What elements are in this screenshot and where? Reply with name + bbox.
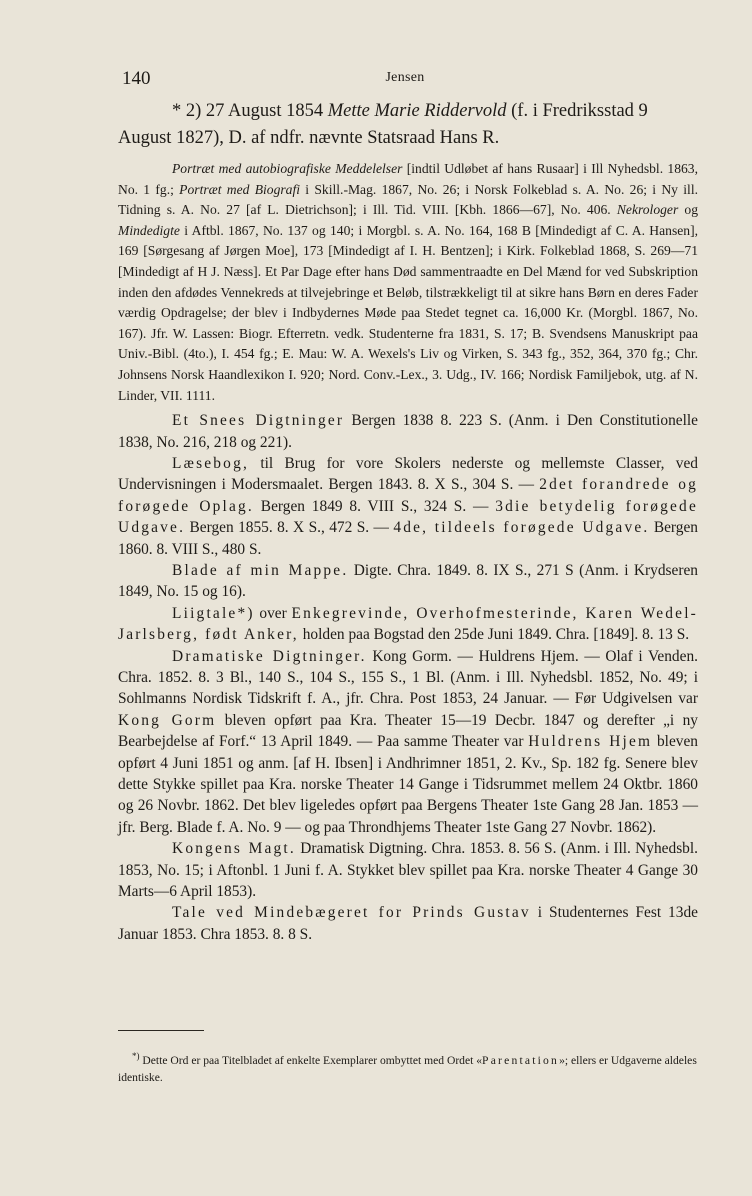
work-details: holden paa Bogstad den 25de Juni 1849. Chra. [1849]. 8. 13 S. bbox=[298, 626, 690, 644]
bio-text-3: og bbox=[678, 202, 698, 218]
work-details: Bergen 1838 8. 223 S. (Anm. i Den Constitutionelle 1838, No. 216, 218 og 221). bbox=[118, 412, 699, 451]
work-title: Et Snees Digtninger bbox=[172, 412, 345, 430]
ref-portrait-autobio: Portræt med autobiografiske Meddelelser bbox=[172, 161, 403, 176]
work-details: Dramatisk Digtning. Chra. 1853. 8. 56 S. (Anm. i Ill. Nyhedsbl. 1853, No. 15; i Aftonbl. 1 Juni f. A. Stykket blev spillet paa Kra. norske Theater 4 Gange 30 Marts—6 April 1853). bbox=[118, 840, 699, 901]
footnote-spaced-word: Parentation bbox=[482, 1053, 560, 1067]
work-details: over bbox=[254, 604, 292, 622]
spouse-name: Mette Marie Riddervold bbox=[327, 101, 507, 121]
ref-obituaries: Nekrologer bbox=[616, 202, 679, 218]
work-entry-blade-af-min-mappe bbox=[118, 560, 698, 603]
ref-memorial-poems: Mindedigte bbox=[118, 222, 180, 238]
work-details: til Brug for vore Skolers nederste og mellemste Classer, ved Undervisningen i Modersmaalet. Bergen 1843. 8. X S., 304 S. — bbox=[118, 454, 698, 494]
bio-text-4: i Aftbl. 1867, No. 137 og 140; i Morgbl. s. A. No. 164, 168 B [Mindedigt af C. A. Hansen], 169 [Sørgesang af Jørgen Moe], 173 [Mindedigt af I. H. Bentzen]; i Kirk. Folkeblad 1868, S. 269—71 [Mindedigt af H J. Næss]. Et Par Dage efter hans Død sammentraadte en Del Mænd for ved Subskription inden den afdødes Vennekreds at tilvejebringe et Beløb, tilstrækkeligt til at sikre hans Børn en deres Fader værdig Opdragelse; der blev i Indbydernes Møde paa Stedet tegnet ca. 16,000 Kr. (Morgbl. 1867, No. 167). Jfr. W. Lassen: Biogr. Efterretn. vedk. Studenterne fra 1831, S. 17; B. Svendsens Manuskript paa Univ.-Bibl. (4to.), I. 454 fg.; E. Mau: W. A. Wexels's Liv og Virken, S. 343 fg., 352, 364, 370 fg.; Chr. Johnsens Norsk Haandlexikon I. 920; Nord. Conv.-Lex., 3. Udg., IV. 166; Nordisk Familjebok, utg. af N. Linder, VII. 1111. bbox=[118, 222, 698, 403]
marriage-entry bbox=[118, 98, 698, 152]
work-details: bleven opført 4 Juni 1851 og anm. [af H. Ibsen] i Andhrimner 1851, 2. Kv., Sp. 182 fg. Senere blev dette Stykke spillet paa Kra. norske Theater 14 Gange i Tidsrummet mellem 24 Oktbr. 1860 og 26 Novbr. 1862. Det blev ligeledes opført paa Bergens Theater 1ste Gang 28 Jan. 1853 — jfr. Berg. Blade f. A. No. 9 — og paa Throndhjems Theater 1ste Gang 27 Novbr. 1862). bbox=[118, 733, 699, 836]
work-title: Liigtale*) bbox=[172, 604, 255, 622]
work-details: bleven opført paa Kra. Theater 15—19 Decbr. 1847 og derefter „i ny Bearbejdelse af Forf.“ 13 April 1849. — Paa samme Theater var bbox=[118, 711, 698, 751]
bio-text-1: [indtil Udløbet af hans Rusaar] i Ill Nyhedsbl. 1863, No. 1 fg.; bbox=[118, 161, 698, 197]
edition-2: 2det forandrede og forøgede Oplag. bbox=[118, 476, 698, 515]
work-details: Bergen 1860. 8. VIII S., 480 S. bbox=[118, 519, 699, 558]
work-entry-tale-mindebaegeret bbox=[118, 902, 698, 945]
work-entry-snees-digtninger bbox=[118, 410, 698, 453]
work-entry-laesebog bbox=[118, 453, 698, 560]
footnote-text: »; ellers er Udgaverne aldeles identiske. bbox=[118, 1053, 697, 1084]
work-subject: Enkegrevinde, Overhofmesterinde, Karen Wedel-Jarlsberg, født Anker, bbox=[118, 604, 698, 644]
work-details: Kong Gorm. — Huldrens Hjem. — Olaf i Venden. Chra. 1852. 8. 3 Bl., 140 S., 104 S., 155 S., 1 Bl. (Anm. i Ill. Nyhedsbl. 1852, No. 49; i Sohlmanns Nordisk Tidskrift f. A., jfr. Chra. Post 1853, 24 Januar. — Før Udgivelsen var bbox=[118, 647, 698, 708]
work-details: i Studenternes Fest 13de Januar 1853. Chra 1853. 8. 8 S. bbox=[118, 904, 698, 943]
work-entry-liigtale bbox=[118, 603, 698, 646]
play-title-kong-gorm: Kong Gorm bbox=[118, 711, 217, 729]
biography-references bbox=[118, 159, 698, 406]
works-list bbox=[118, 410, 698, 945]
bio-text-2: i Skill.-Mag. 1867, No. 26; i Norsk Folkeblad s. A. No. 26; i Ny ill. Tidning s. A. No. 27 [af L. Dietrichson]; i Ill. Tid. VIII. [Kbh. 1866—67], No. 406. bbox=[118, 181, 698, 218]
work-title: Læsebog, bbox=[172, 454, 250, 472]
work-details: Bergen 1849 8. VIII S., 324 S. — bbox=[253, 497, 496, 515]
ref-portrait-biography: Portræt med Biografi bbox=[179, 181, 301, 197]
footnote-marker: *) bbox=[132, 1051, 140, 1061]
work-details: Digte. Chra. 1849. 8. IX S., 271 S (Anm. i Krydseren 1849, No. 15 og 16). bbox=[118, 561, 698, 601]
running-title: Jensen bbox=[385, 70, 425, 85]
marriage-suffix: (f. i Fredriksstad 9 August 1827), D. af ndfr. nævnte Statsraad Hans R. bbox=[118, 101, 648, 148]
marriage-prefix: * 2) 27 August 1854 bbox=[172, 101, 328, 121]
work-title: Dramatiske Digtninger. bbox=[172, 647, 367, 665]
edition-3: 3die betydelig forøgede Udgave. bbox=[118, 497, 698, 537]
work-entry-dramatiske-digtninger bbox=[118, 646, 698, 839]
footnote-text: Dette Ord er paa Titelbladet af enkelte Exemplarer ombyttet med Ordet « bbox=[139, 1053, 483, 1067]
footnote-divider bbox=[118, 1030, 204, 1031]
work-details: Bergen 1855. 8. X S., 472 S. — bbox=[185, 519, 394, 537]
footnote bbox=[118, 1048, 698, 1086]
page-header bbox=[118, 68, 692, 92]
page-body bbox=[118, 98, 698, 945]
edition-4: 4de, tildeels forøgede Udgave. bbox=[393, 519, 650, 537]
work-title: Blade af min Mappe. bbox=[172, 561, 349, 579]
page-number: 140 bbox=[122, 68, 151, 89]
work-title: Tale ved Mindebægeret for Prinds Gustav bbox=[172, 904, 531, 922]
work-entry-kongens-magt bbox=[118, 838, 698, 902]
work-title: Kongens Magt. bbox=[172, 840, 296, 858]
play-title-huldrens-hjem: Huldrens Hjem bbox=[528, 733, 653, 751]
